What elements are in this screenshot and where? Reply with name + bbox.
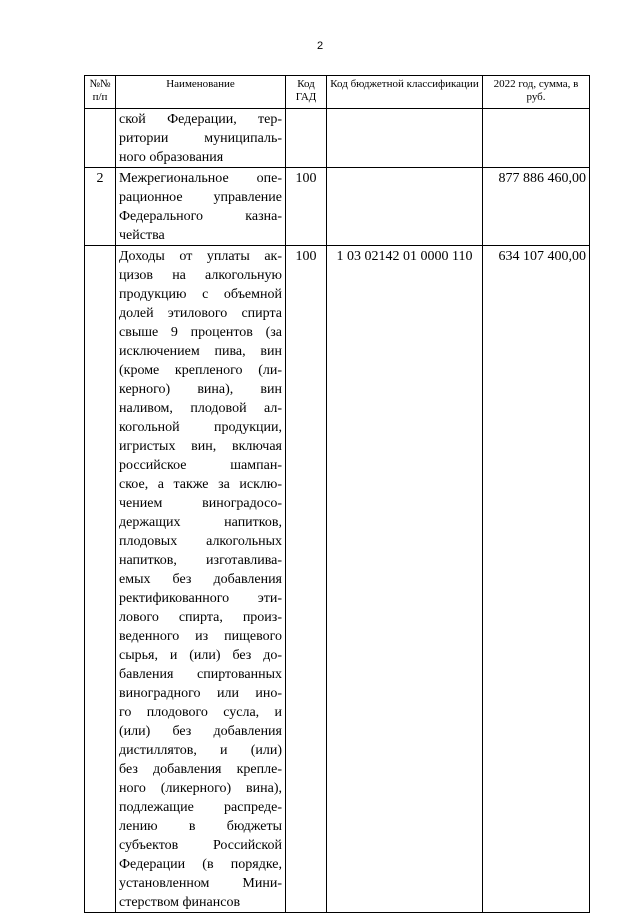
name-line: ритории муниципаль- — [119, 131, 282, 146]
name-line: веденного из пищевого — [119, 629, 282, 644]
cell-num — [85, 109, 116, 168]
name-line: долей этилового спирта — [119, 306, 282, 321]
cell-gad — [286, 109, 327, 168]
budget-table — [84, 75, 590, 913]
name-line: плодовых алкогольных — [119, 534, 282, 549]
name-line: (кроме крепленого (ли- — [119, 363, 282, 378]
table-row — [85, 168, 590, 246]
name-line: (или) без добавления — [119, 724, 282, 739]
name-line: сырья, и (или) без до- — [119, 648, 282, 663]
name-line: стерством финансов — [119, 895, 241, 910]
header-num: №№ п/п — [85, 76, 116, 109]
name-line: продукцию с объемной — [119, 287, 282, 302]
cell-gad: 100 — [286, 168, 327, 246]
name-line: Федерального казна- — [119, 209, 282, 224]
header-kbk: Код бюджетной классификации — [327, 76, 483, 109]
name-line: емых без добавления — [119, 572, 282, 587]
table-row — [85, 246, 590, 913]
cell-name — [116, 109, 286, 168]
cell-sum — [483, 109, 590, 168]
name-line: лению в бюджеты — [119, 819, 282, 834]
cell-kbk — [327, 168, 483, 246]
name-line: наливом, плодовой ал- — [119, 401, 282, 416]
header-gad: Код ГАД — [286, 76, 327, 109]
name-line: керного) вина), вин — [119, 382, 282, 397]
name-line: го плодового сусла, и — [119, 705, 282, 720]
name-line: чением виноградосо- — [119, 496, 282, 511]
name-line: без добавления крепле- — [119, 762, 282, 777]
header-name: Наименование — [116, 76, 286, 109]
name-line: дистиллятов, и (или) — [119, 743, 282, 758]
name-line: ного образования — [119, 150, 224, 165]
cell-gad: 100 — [286, 246, 327, 913]
cell-sum: 634 107 400,00 — [483, 246, 590, 913]
name-line: ской Федерации, тер- — [119, 112, 282, 127]
name-line: Доходы от уплаты ак- — [119, 249, 282, 264]
name-line: субъектов Российской — [119, 838, 282, 853]
name-line: виноградного или ино- — [119, 686, 282, 701]
name-line: напитков, изготавлива- — [119, 553, 282, 568]
name-line: рационное управление — [119, 190, 282, 205]
cell-name — [116, 246, 286, 913]
cell-name — [116, 168, 286, 246]
name-line: подлежащие распреде- — [119, 800, 282, 815]
cell-kbk — [327, 109, 483, 168]
cell-sum: 877 886 460,00 — [483, 168, 590, 246]
header-sum: 2022 год, сумма, в руб. — [483, 76, 590, 109]
name-line: когольной продукции, — [119, 420, 282, 435]
table-header-row — [85, 76, 590, 109]
name-line: лового спирта, произ- — [119, 610, 282, 625]
name-line: ское, а также за исклю- — [119, 477, 282, 492]
page-number: 2 — [316, 40, 324, 52]
name-line: исключением пива, вин — [119, 344, 282, 359]
name-line: установленном Мини- — [119, 876, 282, 891]
name-line: цизов на алкогольную — [119, 268, 282, 283]
name-line: чейства — [119, 228, 165, 243]
name-line: ректификованного эти- — [119, 591, 282, 606]
name-line: свыше 9 процентов (за — [119, 325, 282, 340]
table-row — [85, 109, 590, 168]
cell-kbk: 1 03 02142 01 0000 110 — [327, 246, 483, 913]
name-line: бавления спиртованных — [119, 667, 282, 682]
name-line: Межрегиональное опе- — [119, 171, 282, 186]
name-line: игристых вин, включая — [119, 439, 282, 454]
name-line: держащих напитков, — [119, 515, 282, 530]
cell-num: 2 — [85, 168, 116, 246]
name-line: Федерации (в порядке, — [119, 857, 282, 872]
cell-num — [85, 246, 116, 913]
name-line: ного (ликерного) вина), — [119, 781, 282, 796]
name-line: российское шампан- — [119, 458, 282, 473]
